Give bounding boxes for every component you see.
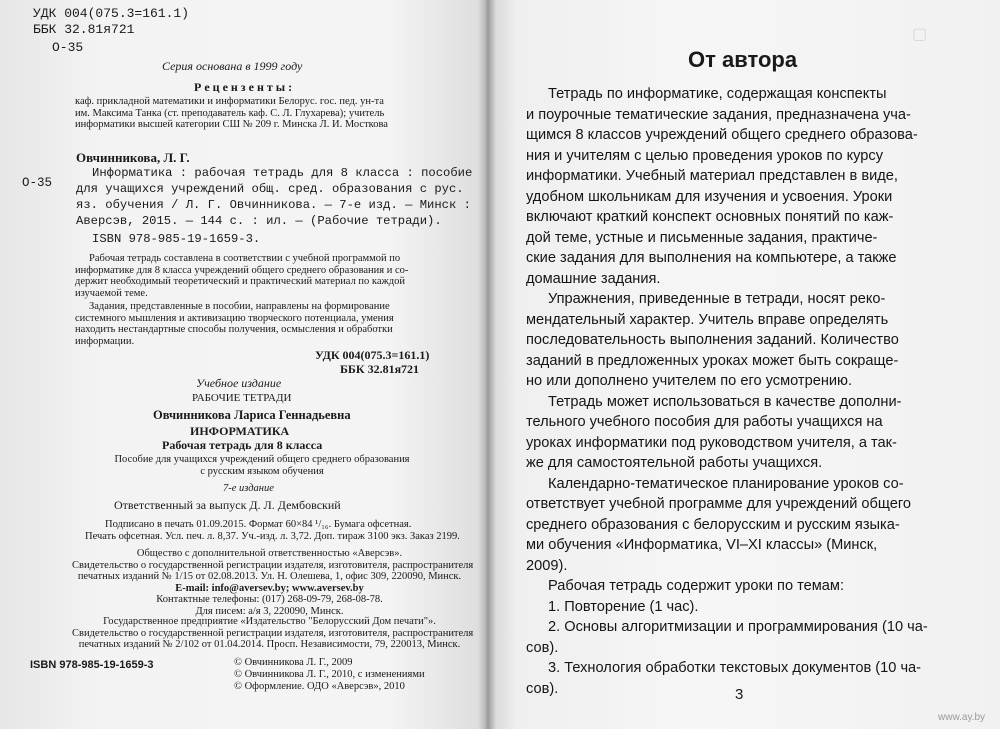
- left-page: [0, 0, 486, 729]
- annotation-1: [75, 253, 460, 299]
- publisher-line: Контактные телефоны: (017) 268-09-79, 268-08-78.: [156, 594, 383, 606]
- book-desc-line: Информатика : рабочая тетрадь для 8 класса : пособие: [92, 166, 473, 180]
- text-line: тельного учебного пособия для работы учащихся на: [526, 414, 883, 430]
- text-line: но или дополнено учителем по его усмотрению.: [526, 373, 853, 389]
- text-line: последовательность выполнения заданий. Количество: [526, 332, 899, 348]
- text-line: 2. Основы алгоритмизации и программирования (10 ча-: [548, 619, 928, 635]
- purpose-line: с русским языком обучения: [200, 465, 324, 477]
- text-line: ми обучения «Информатика, VI–XI классы» (Минск,: [526, 537, 878, 553]
- printer-block: [72, 616, 474, 651]
- annotation-line: находить нестандартные способы получения, осмысления и обработки: [75, 324, 393, 336]
- publisher-line: Общество с дополнительной ответственностью «Аверсэв».: [136, 548, 403, 559]
- reviewers-title: Р е ц е н з е н т ы :: [194, 80, 293, 94]
- code-top: О-35: [52, 40, 84, 55]
- series-note: Серия основана в 1999 году: [162, 59, 303, 73]
- text-line: же для самостоятельной работы учащихся.: [526, 455, 823, 471]
- right-page: [486, 0, 1000, 729]
- book-gutter: [478, 0, 496, 729]
- text-line: мендательный характер. Учитель вправе определять: [526, 311, 889, 328]
- text-line: ские задания для выполнения на компьютере, а также: [526, 250, 897, 266]
- text-line: 3. Технология обработки текстовых документов (10 ча-: [548, 660, 922, 676]
- edition-type: Учебное издание: [196, 376, 282, 390]
- isbn-mid: ISBN 978-985-19-1659-3.: [92, 232, 261, 246]
- text-line: Календарно-тематическое планирование уроков со-: [548, 475, 904, 492]
- reviewers-line: информатики высшей категории СШ № 209 г. Минска Л. И. Мосткова: [75, 119, 388, 131]
- udk-top: УДК 004(075.3=161.1): [33, 6, 190, 21]
- text-line: включают краткий конспект основных понятий по каж-: [526, 209, 894, 225]
- reviewers-line: им. Максима Танка (ст. преподаватель каф. С. Л. Глухарева); учитель: [75, 107, 385, 119]
- text-line: щимся 8 классов учреждений общего среднего образова-: [526, 127, 918, 143]
- reviewers-block: [75, 96, 388, 131]
- series-name: РАБОЧИЕ ТЕТРАДИ: [192, 392, 292, 404]
- text-line: Тетрадь может использоваться в качестве дополни-: [548, 393, 902, 410]
- text-line: и поурочные тематические задания, предназначена уча-: [526, 106, 911, 123]
- bbk-top: ББК 32.81я721: [33, 22, 135, 37]
- text-line: информатики. Учебный материал представлен в виде,: [526, 168, 898, 184]
- text-line: сов).: [526, 680, 559, 697]
- publisher-line: Для писем: а/я 3, 220090, Минск.: [195, 605, 344, 617]
- paragraph-3: [526, 392, 928, 474]
- book-desc-line: для учащихся учреждений общ. сред. образования с рус.: [76, 182, 464, 196]
- paragraph-4: [526, 474, 928, 577]
- responsible: Ответственный за выпуск Д. Л. Дембовский: [114, 498, 341, 512]
- annotation-line: держит необходимый теоретический и практический материал по каждой: [75, 276, 405, 288]
- text-line: среднего образования с белорусским и русским языка-: [526, 516, 900, 533]
- imprint-line: Подписано в печать 01.09.2015. Формат 60×84 ¹/₁₆. Бумага офсетная.: [105, 519, 412, 530]
- bbk-bottom: ББК 32.81я721: [340, 362, 420, 376]
- printer-line: печатных изданий № 2/102 от 01.04.2014. Просп. Независимости, 79, 220013, Минск.: [78, 639, 461, 651]
- book-description: [76, 165, 473, 229]
- show-through-decoration: ▢: [912, 26, 928, 43]
- author-name: Овчинникова, Л. Г.: [76, 150, 190, 165]
- full-author: Овчинникова Лариса Геннадьевна: [153, 408, 351, 422]
- paragraph-1: [526, 84, 928, 289]
- annotation-line: Рабочая тетрадь составлена в соответствии с учебной программой по: [89, 253, 401, 264]
- publisher-line: E-mail: info@aversev.by; www.aversev.by: [175, 582, 364, 594]
- copyright-line: © Оформление. ОДО «Аверсэв», 2010: [234, 681, 405, 692]
- annotation-line: информатике для 8 класса учреждений общего среднего образования и со-: [75, 264, 409, 276]
- printer-line: Государственное предприятие «Издательство "Белорусский Дом печати"».: [103, 616, 436, 627]
- page-number: 3: [735, 686, 744, 703]
- subject-title: ИНФОРМАТИКА: [190, 424, 290, 438]
- text-line: заданий в предложенных уроках может быть сокраще-: [526, 352, 899, 369]
- watermark: www.ay.by: [938, 712, 986, 723]
- text-line: дой теме, устные и письменные задания, практиче-: [526, 229, 878, 246]
- paragraph-5: [526, 576, 928, 699]
- annotation-line: Задания, представленные в пособии, направлены на формирование: [89, 301, 390, 312]
- text-line: сов).: [526, 639, 559, 656]
- paragraph-2: [526, 289, 928, 392]
- purpose-line: Пособие для учащихся учреждений общего среднего образования: [114, 454, 410, 465]
- publisher-block: [72, 548, 474, 618]
- purpose-block: [72, 454, 452, 477]
- copyright-block: [234, 657, 425, 693]
- book-desc-line: яз. обучения / Л. Г. Овчинникова. — 7-е изд. — Минск :: [76, 198, 471, 212]
- imprint-line: Печать офсетная. Усл. печ. л. 8,37. Уч.-изд. л. 3,72. Доп. тираж 3100 экз. Заказ 2199.: [85, 530, 460, 542]
- book-desc-line: Аверсэв, 2015. — 144 с. : ил. — (Рабочие тетради).: [76, 214, 442, 228]
- copyright-line: © Овчинникова Л. Г., 2010, с изменениями: [234, 669, 425, 680]
- text-line: 2009).: [526, 557, 568, 574]
- annotation-line: изучаемой теме.: [75, 287, 148, 299]
- text-line: уроках информатики под руководством учителя, а так-: [526, 434, 897, 451]
- code-side: О-35: [22, 176, 53, 190]
- text-line: Рабочая тетрадь содержит уроки по темам:: [548, 578, 844, 594]
- printer-line: Свидетельство о государственной регистрации издателя, изготовителя, распространителя: [72, 627, 474, 639]
- text-line: ответствует учебной программе для учреждений общего: [526, 496, 911, 512]
- text-line: удобном школьникам для изучения и усвоения. Уроки: [526, 188, 893, 205]
- text-line: Тетрадь по информатике, содержащая конспекты: [548, 86, 887, 102]
- isbn-bottom: ISBN 978-985-19-1659-3: [30, 659, 154, 671]
- annotation-line: системного мышления и активизацию творческого потенциала, умения: [75, 312, 394, 324]
- text-line: Упражнения, приведенные в тетради, носят реко-: [548, 291, 886, 307]
- copyright-line: © Овчинникова Л. Г., 2009: [234, 657, 353, 668]
- subtitle: Рабочая тетрадь для 8 класса: [162, 438, 323, 452]
- edition: 7-е издание: [223, 483, 274, 494]
- udk-bottom: УДК 004(075.3=161.1): [315, 348, 430, 362]
- body-text: [526, 84, 928, 699]
- section-title: От автора: [688, 47, 798, 72]
- annotation-2: [75, 301, 394, 347]
- text-line: ния и учителям с целью проведения уроков по курсу: [526, 147, 884, 164]
- text-line: 1. Повторение (1 час).: [548, 598, 699, 615]
- imprint-block: [85, 519, 460, 542]
- publisher-line: печатных изданий № 1/15 от 02.08.2013. Ул. Н. Олешева, 1, офис 309, 220090, Минск.: [77, 571, 462, 583]
- publisher-line: Свидетельство о государственной регистрации издателя, изготовителя, распространителя: [72, 559, 474, 571]
- annotation-line: информации.: [75, 335, 135, 347]
- reviewers-line: каф. прикладной математики и информатики Белорус. гос. пед. ун-та: [75, 96, 384, 107]
- text-line: домашние задания.: [526, 270, 661, 287]
